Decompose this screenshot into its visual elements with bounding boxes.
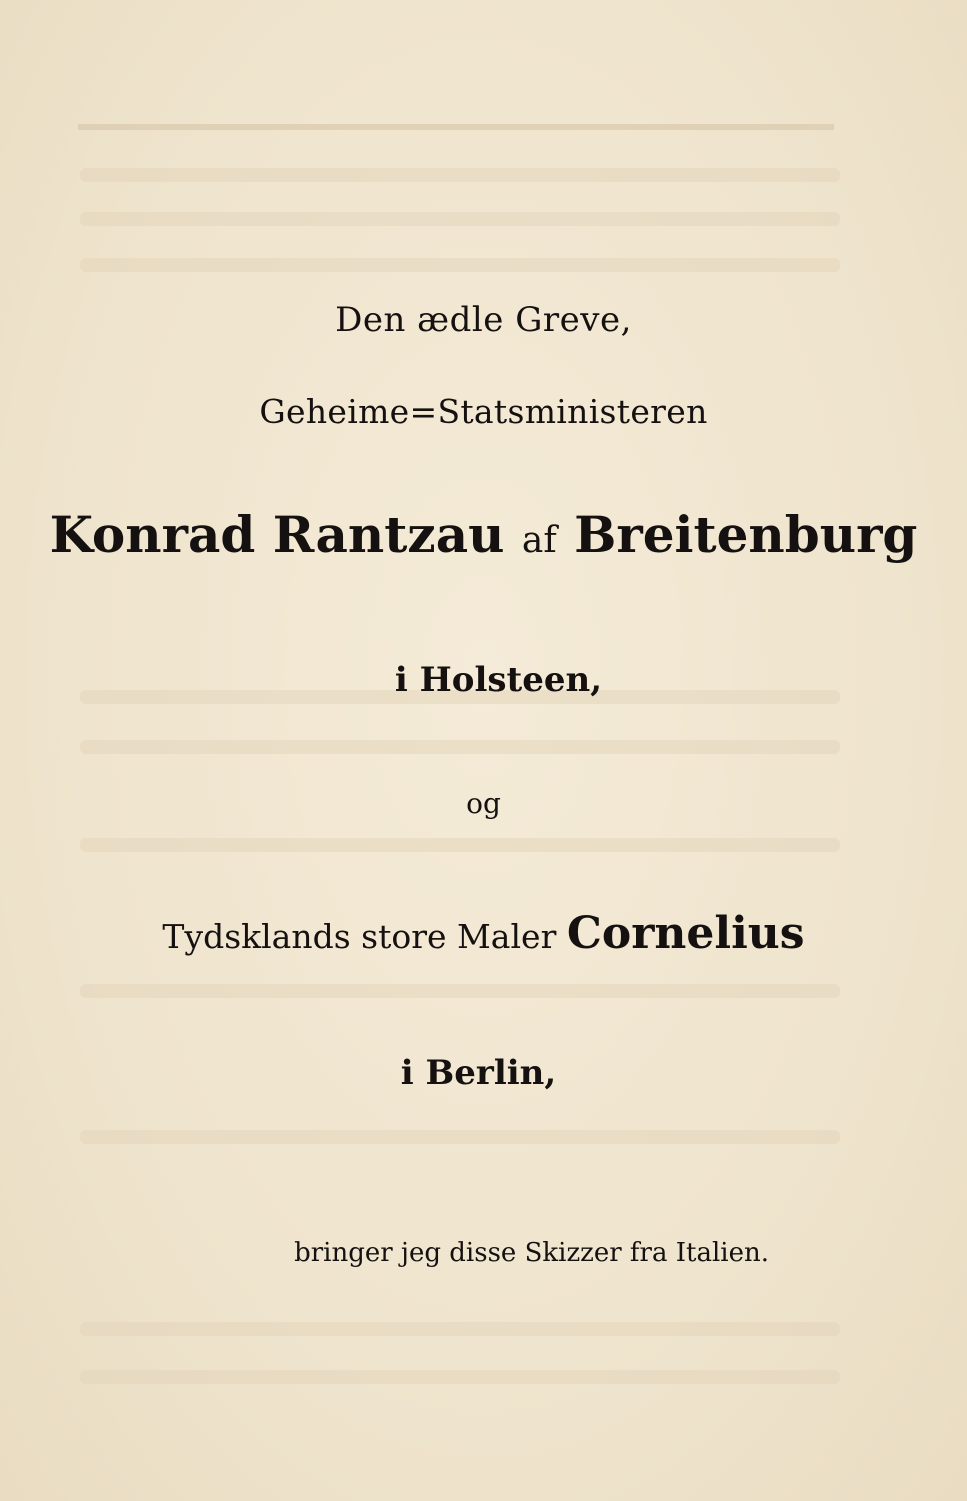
dedication-line-greve: Den ædle Greve, xyxy=(335,300,632,340)
dedication-line-title: Geheime=Statsministeren xyxy=(259,392,708,431)
name-place: Breitenburg xyxy=(574,505,918,564)
bleed-through-line xyxy=(80,212,840,226)
bleed-through-line xyxy=(80,1322,840,1336)
name-of: af xyxy=(521,520,557,561)
dedication-line-berlin: i Berlin, xyxy=(400,1053,557,1093)
name-first: Konrad xyxy=(49,505,256,564)
bleed-through-line xyxy=(80,984,840,998)
cornelius-name: Cornelius xyxy=(566,908,805,959)
bleed-through-line xyxy=(80,740,840,754)
dedication-line-name xyxy=(0,505,967,564)
bleed-through-rule xyxy=(78,124,834,130)
bleed-through-line xyxy=(80,838,840,852)
name-last: Rantzau xyxy=(272,505,505,564)
dedication-line-og: og xyxy=(466,787,501,820)
bleed-through-line xyxy=(80,1370,840,1384)
cornelius-prefix: Tydsklands store Maler xyxy=(162,917,557,956)
dedication-line-cornelius xyxy=(0,908,967,959)
bleed-through-line xyxy=(80,258,840,272)
dedication-closing-line: bringer jeg disse Skizzer fra Italien. xyxy=(294,1238,769,1268)
bleed-through-line xyxy=(80,168,840,182)
bleed-through-line xyxy=(80,1130,840,1144)
dedication-line-holsteen: i Holsteen, xyxy=(394,660,603,700)
